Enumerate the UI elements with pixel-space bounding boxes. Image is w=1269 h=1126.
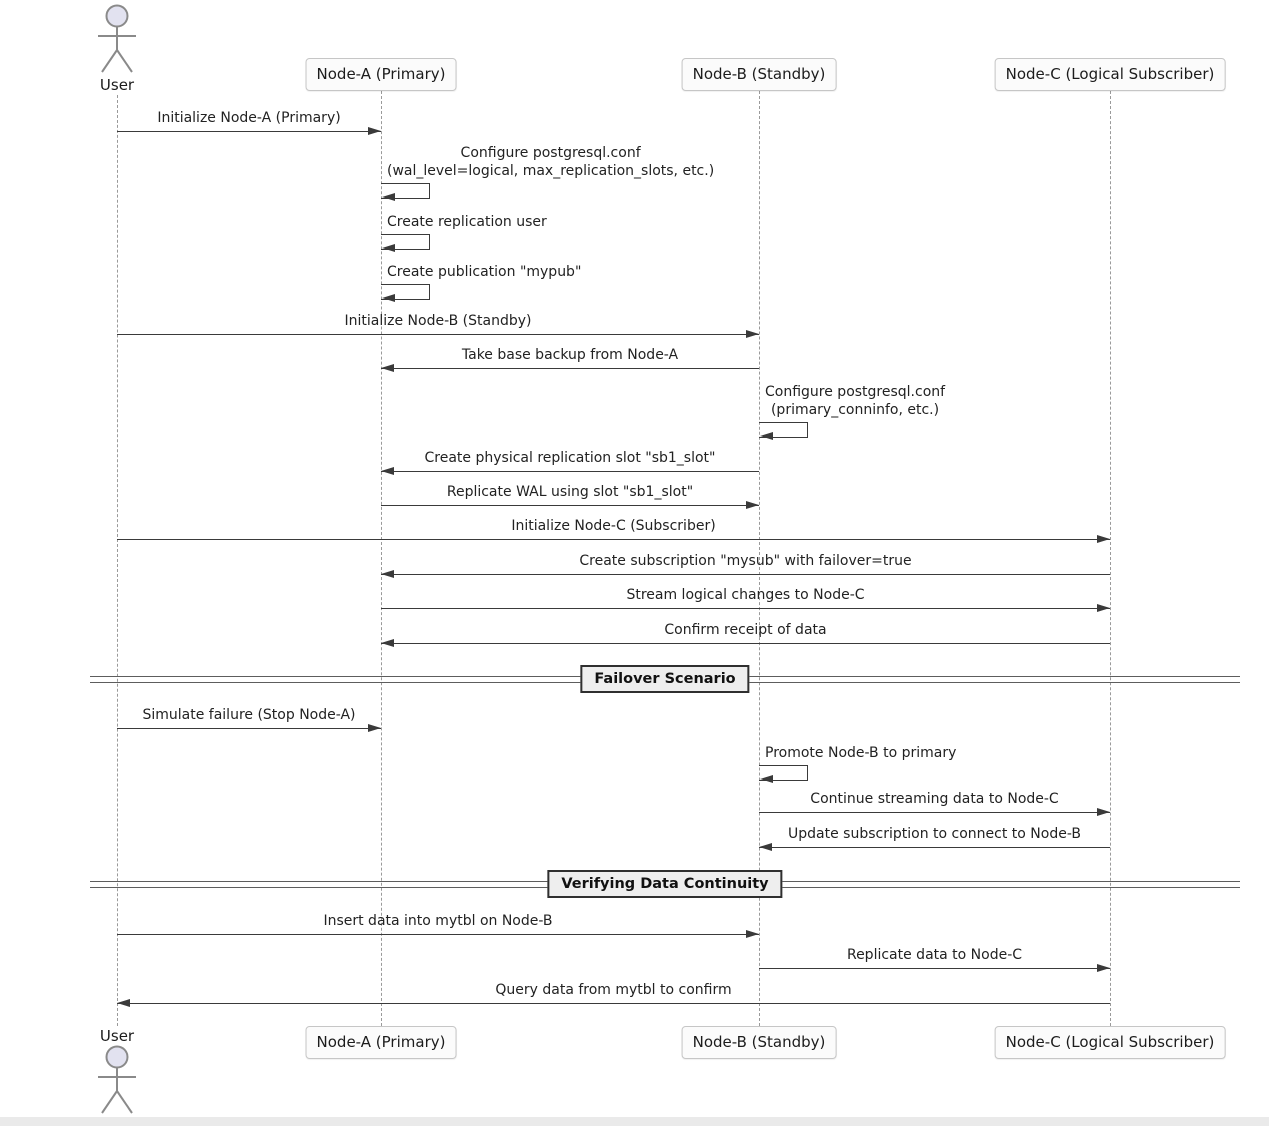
arrowhead-icon (381, 364, 394, 372)
message-label: Simulate failure (Stop Node-A) (142, 707, 356, 723)
message-line (117, 728, 381, 729)
self-message-label (765, 745, 956, 763)
arrowhead-icon (746, 930, 759, 938)
arrowhead-icon (746, 501, 759, 509)
self-message-label (387, 264, 581, 282)
message-line (117, 334, 759, 335)
message-line (117, 131, 381, 132)
message-line (759, 812, 1110, 813)
arrowhead-icon (381, 639, 394, 647)
arrowhead-icon (1097, 964, 1110, 972)
message-line (117, 1003, 1110, 1004)
participant-bottom-nodeB: Node-B (Standby) (682, 1026, 837, 1059)
arrowhead-icon (382, 244, 395, 252)
arrowhead-icon (382, 193, 395, 201)
arrowhead-icon (746, 330, 759, 338)
message-line (381, 505, 759, 506)
arrowhead-icon (1097, 604, 1110, 612)
self-message-text: (primary_conninfo, etc.) (770, 402, 940, 419)
message-label: Insert data into mytbl on Node-B (323, 913, 553, 929)
message-label: Replicate data to Node-C (846, 947, 1023, 963)
divider-label: Verifying Data Continuity (547, 870, 782, 898)
participant-bottom-nodeC: Node-C (Logical Subscriber) (995, 1026, 1226, 1059)
message-line (117, 934, 759, 935)
message-line (117, 539, 1110, 540)
message-line (381, 574, 1110, 575)
arrowhead-icon (381, 570, 394, 578)
arrowhead-icon (760, 432, 773, 440)
self-message-text: (wal_level=logical, max_replication_slots, etc.) (387, 163, 715, 180)
arrowhead-icon (760, 775, 773, 783)
arrowhead-icon (1097, 808, 1110, 816)
arrowhead-icon (382, 294, 395, 302)
self-message-text: Configure postgresql.conf (460, 145, 641, 162)
message-line (381, 471, 759, 472)
message-label: Update subscription to connect to Node-B (788, 826, 1081, 842)
message-line (381, 608, 1110, 609)
arrowhead-icon (117, 999, 130, 1007)
participant-bottom-nodeA: Node-A (Primary) (306, 1026, 457, 1059)
participant-top-nodeA: Node-A (Primary) (306, 58, 457, 91)
message-label: Continue streaming data to Node-C (810, 791, 1059, 807)
arrowhead-icon (1097, 535, 1110, 543)
arrowhead-icon (381, 467, 394, 475)
participant-top-nodeB: Node-B (Standby) (682, 58, 837, 91)
message-label: Create physical replication slot "sb1_slot" (424, 450, 716, 466)
message-label: Query data from mytbl to confirm (495, 982, 732, 998)
message-label: Replicate WAL using slot "sb1_slot" (446, 484, 694, 500)
self-message-label (387, 214, 547, 232)
arrowhead-icon (759, 843, 772, 851)
bottom-edge-strip (0, 1117, 1269, 1126)
message-label: Initialize Node-B (Standby) (344, 313, 532, 329)
message-line (381, 368, 759, 369)
actor-bottom-label: User (99, 1027, 135, 1045)
message-label: Initialize Node-A (Primary) (157, 110, 341, 126)
message-line (759, 968, 1110, 969)
actor-top-label: User (99, 76, 135, 94)
message-line (759, 847, 1110, 848)
self-message-text: Configure postgresql.conf (765, 384, 946, 401)
arrowhead-icon (368, 724, 381, 732)
divider-label: Failover Scenario (580, 665, 749, 693)
self-message-label (765, 384, 945, 420)
message-label: Initialize Node-C (Subscriber) (511, 518, 716, 534)
message-label: Take base backup from Node-A (461, 347, 679, 363)
message-line (381, 643, 1110, 644)
actor-figure-icon (89, 1044, 145, 1116)
self-message-text: Create publication "mypub" (387, 264, 582, 281)
message-label: Confirm receipt of data (664, 622, 827, 638)
self-message-label (387, 145, 714, 181)
participant-top-nodeC: Node-C (Logical Subscriber) (995, 58, 1226, 91)
arrowhead-icon (368, 127, 381, 135)
self-message-text: Promote Node-B to primary (765, 745, 957, 762)
actor-figure-icon (89, 3, 145, 75)
self-message-text: Create replication user (387, 214, 547, 231)
message-label: Create subscription "mysub" with failover=true (579, 553, 912, 569)
message-label: Stream logical changes to Node-C (626, 587, 865, 603)
